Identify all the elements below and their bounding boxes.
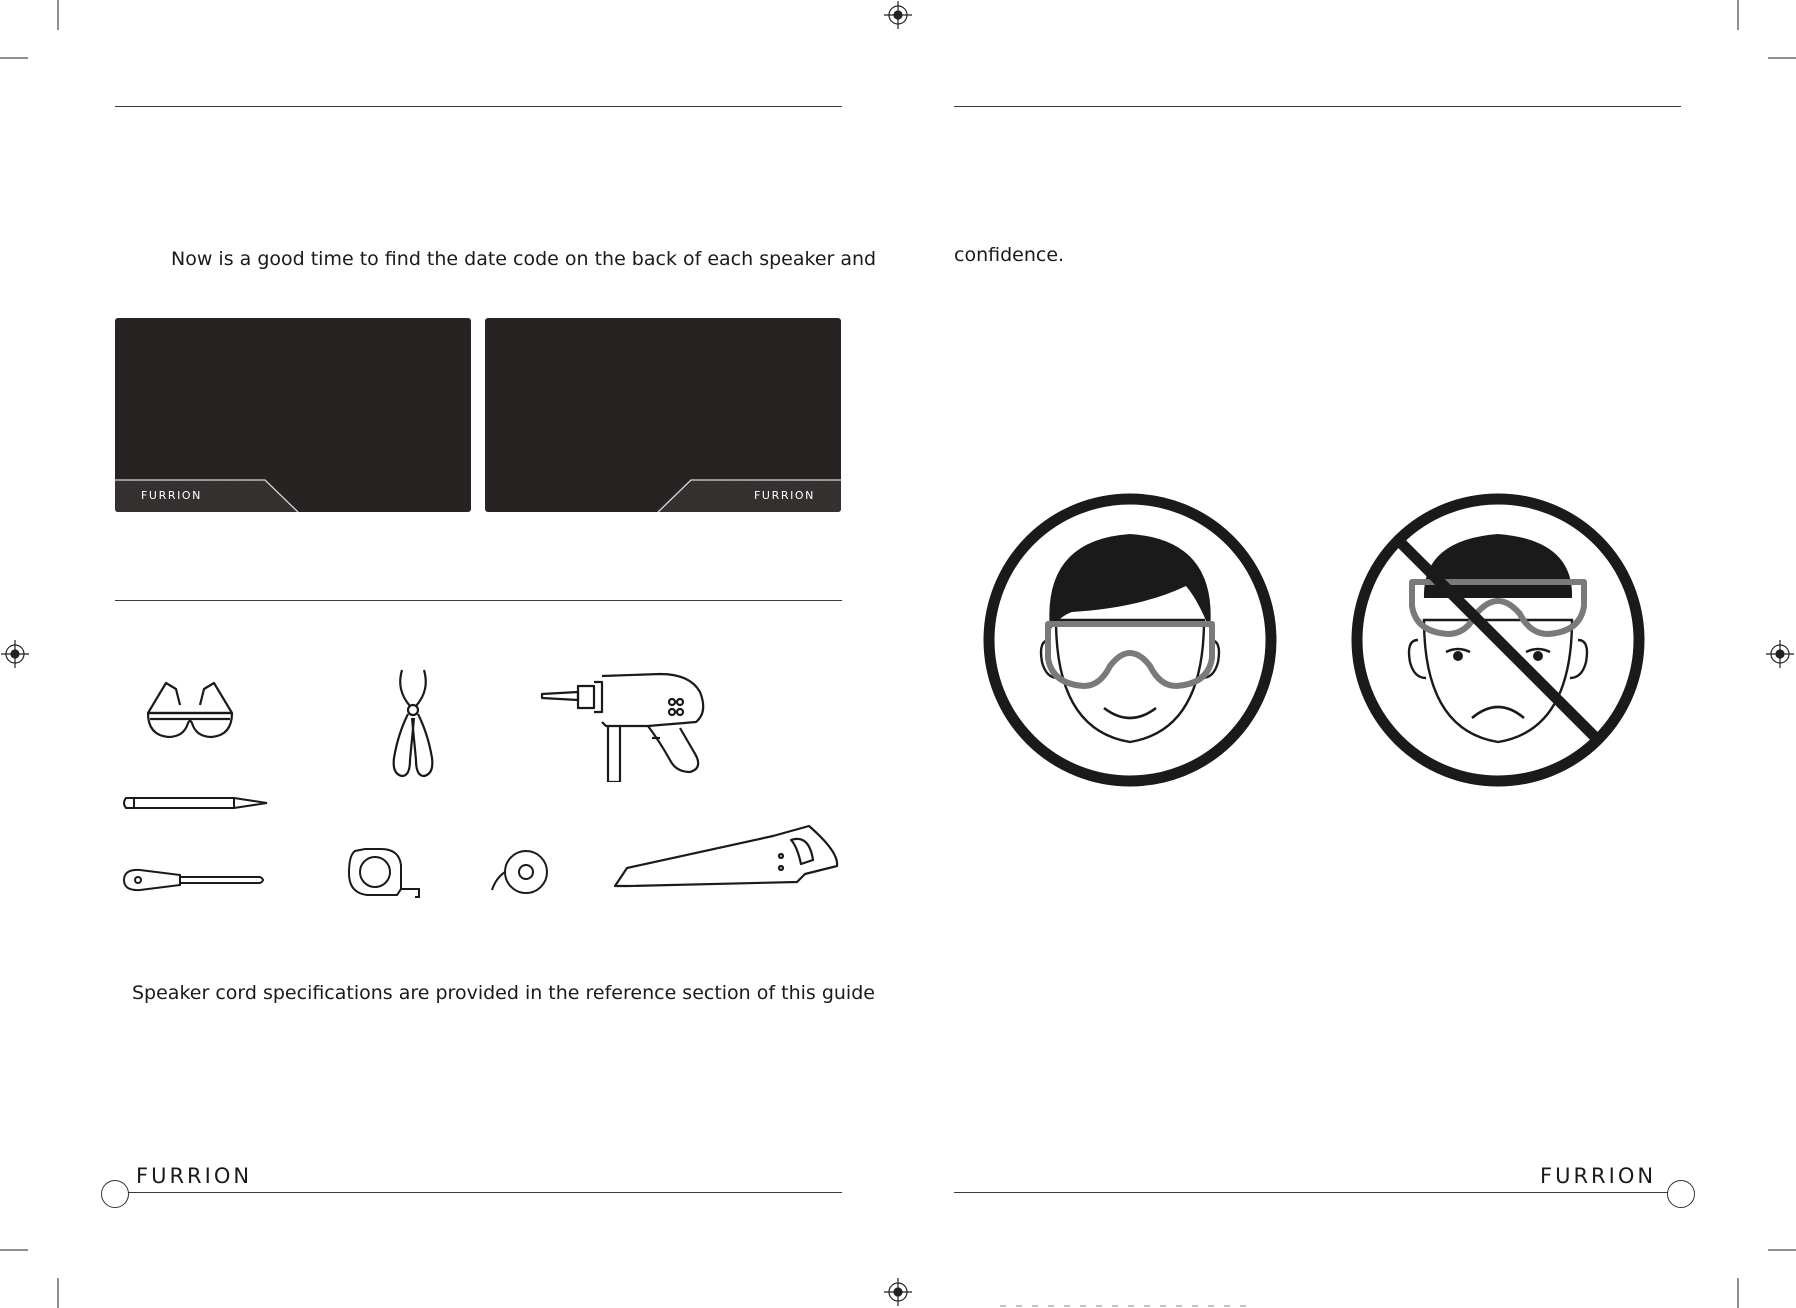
left-bottom-rule bbox=[115, 1192, 842, 1193]
panel-left-logo: FURRION bbox=[141, 489, 202, 502]
registration-mark-left bbox=[1, 640, 29, 668]
panel-right-band bbox=[485, 318, 841, 512]
right-intro-text: confidence. bbox=[954, 244, 1065, 266]
tools-caption: Speaker cord specifications are provided in the reference section of this guide bbox=[132, 982, 875, 1004]
safety-glasses-icon bbox=[140, 675, 240, 745]
registration-mark-top bbox=[884, 1, 912, 29]
panel-right-logo: FURRION bbox=[754, 489, 815, 502]
hammer-drill-icon bbox=[540, 672, 730, 782]
pencil-icon bbox=[122, 795, 272, 811]
hand-saw-icon bbox=[613, 822, 843, 892]
tape-measure-icon bbox=[345, 845, 425, 901]
right-page-number-circle bbox=[1667, 1180, 1695, 1208]
right-footer-logo: FURRION bbox=[1540, 1164, 1657, 1188]
right-bottom-rule bbox=[954, 1192, 1681, 1193]
registration-mark-bottom bbox=[884, 1278, 912, 1306]
left-intro-text: Now is a good time to find the date code on the back of each speaker and bbox=[171, 248, 877, 270]
left-page-number-circle bbox=[101, 1180, 129, 1208]
screwdriver-icon bbox=[120, 865, 270, 895]
wear-goggles-icon bbox=[980, 490, 1280, 790]
electrical-tape-icon bbox=[490, 846, 550, 902]
right-top-rule bbox=[954, 106, 1681, 107]
panel-left-band bbox=[115, 318, 471, 512]
speaker-panel-left bbox=[115, 318, 471, 512]
speaker-panel-right bbox=[485, 318, 841, 512]
registration-mark-right bbox=[1766, 640, 1794, 668]
no-goggles-prohibited-icon bbox=[1348, 490, 1648, 790]
left-footer-logo: FURRION bbox=[136, 1164, 253, 1188]
left-mid-rule bbox=[115, 600, 842, 601]
wire-cutter-icon bbox=[380, 668, 450, 780]
left-top-rule bbox=[115, 106, 842, 107]
